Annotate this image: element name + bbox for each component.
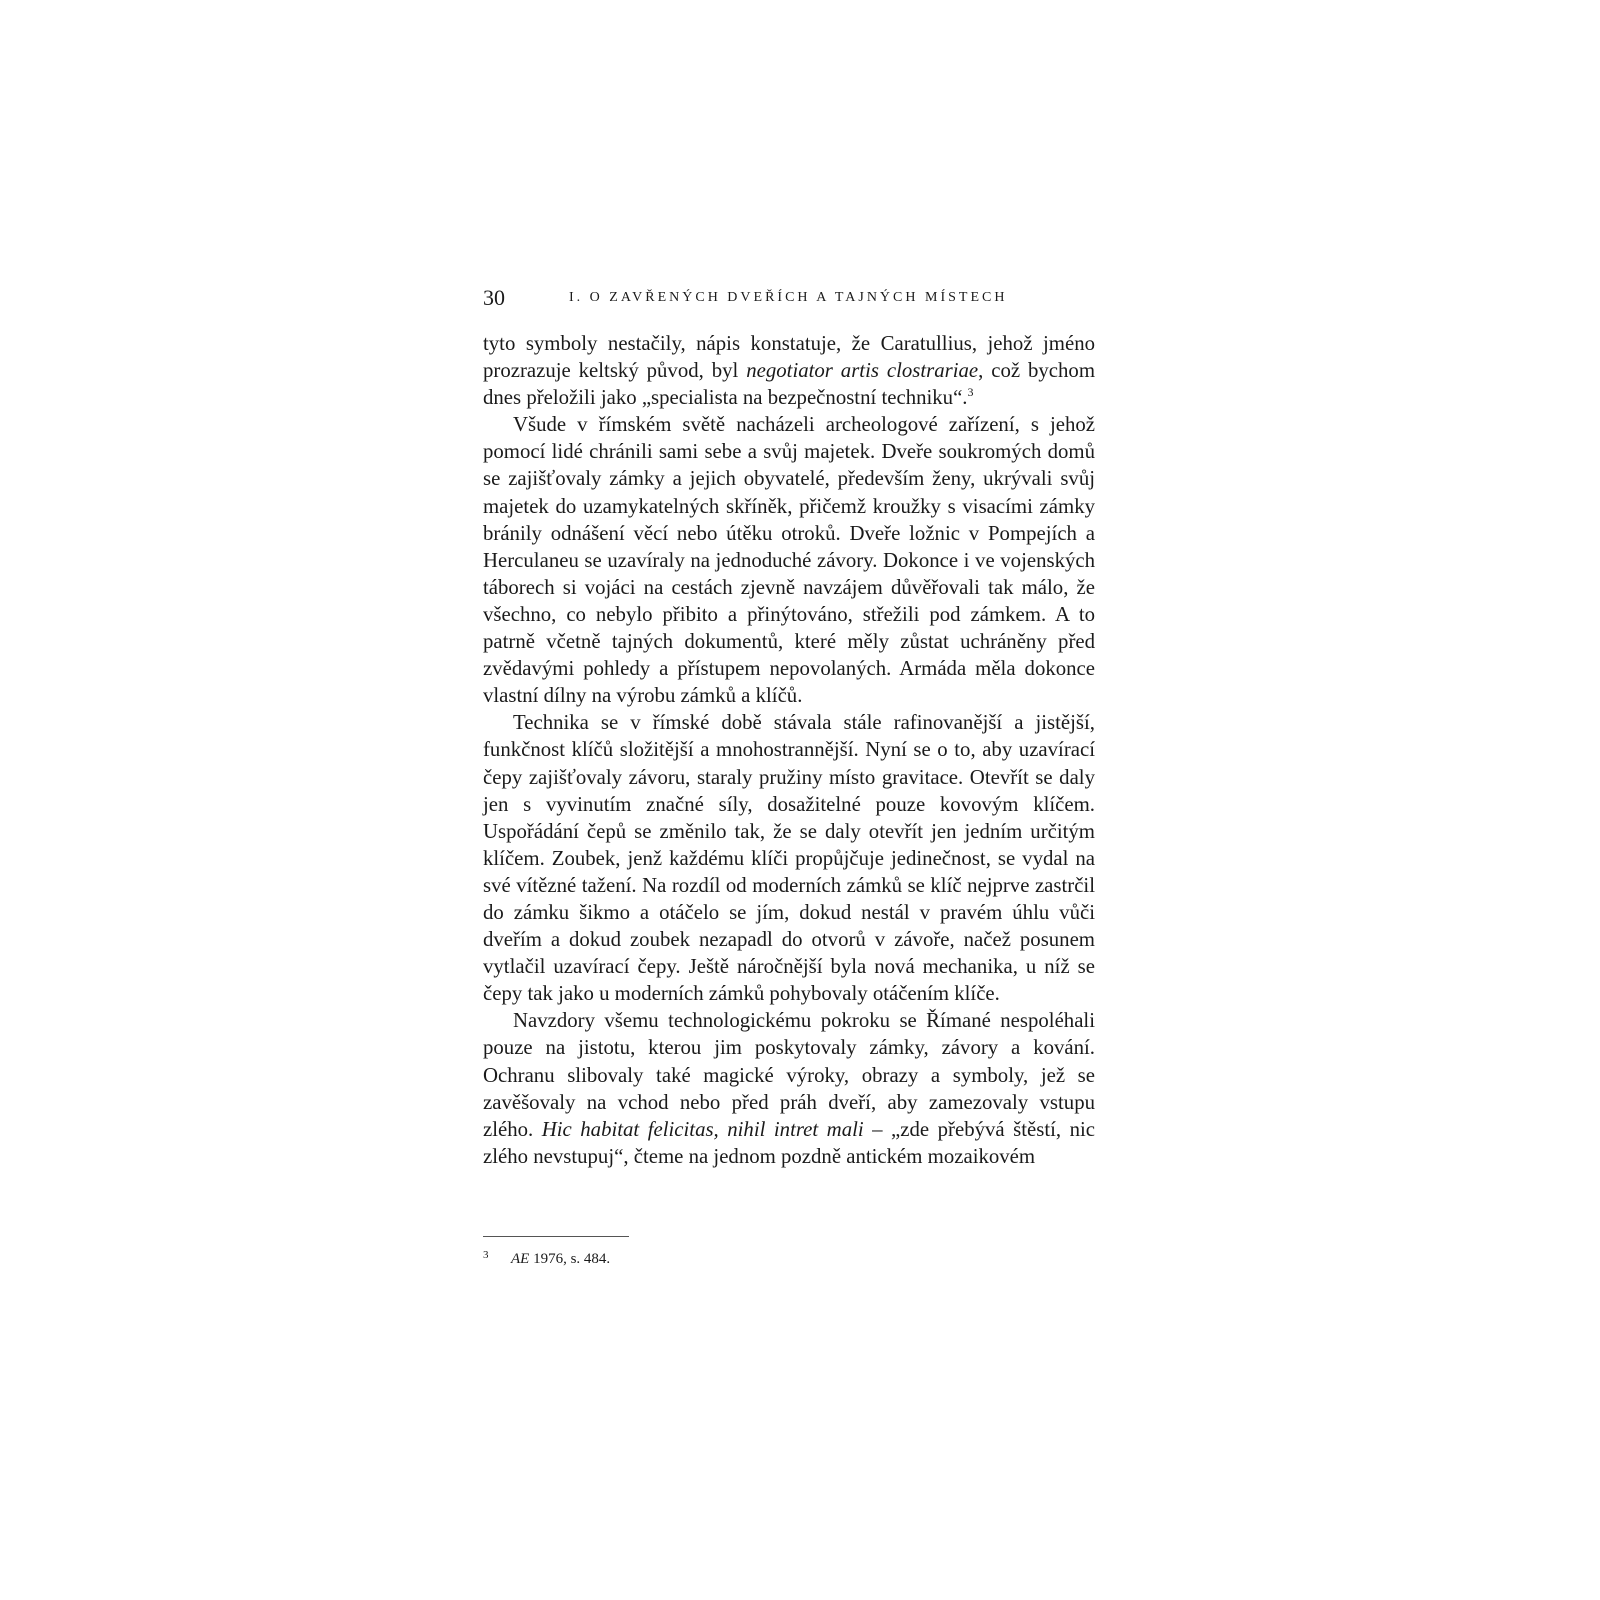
body-text <box>483 330 1095 1170</box>
footnote-reference[interactable]: 3 <box>967 385 974 400</box>
footnote-number: 3 <box>483 1249 489 1261</box>
paragraph-4 <box>483 1007 1095 1170</box>
chapter-title: I. O ZAVŘENÝCH DVEŘÍCH A TAJNÝCH MÍSTECH <box>569 290 1008 305</box>
footnote-text: 1976, s. 484. <box>529 1251 611 1267</box>
paragraph-3: Technika se v římské době stávala stále rafinovanější a jistější, funkčnost klíčů složitější a mnohostrannější. Nyní se o to, aby uzavírací čepy zajišťovaly závoru, staraly pružiny místo gravitace. Otevřít se daly jen s vyvinutím značné síly, dosažitelné pouze kovovým klíčem. Uspořádání čepů se změnilo tak, že se daly otevřít jen jedním určitým klíčem. Zoubek, jenž každému klíči propůjčuje jedinečnost, se vydal na své vítězné tažení. Na rozdíl od moderních zámků se klíč nejprve zastrčil do zámku šikmo a otáčelo se jím, dokud nestál v pravém úhlu vůči dveřím a dokud zoubek nezapadl do otvorů v závoře, načež posunem vytlačil uzavírací čepy. Ještě náročnější byla nová mechanika, u níž se čepy tak jako u moderních zámků pohybovaly otáčením klíče. <box>483 711 1095 1006</box>
paragraph-1 <box>483 330 1095 411</box>
paragraph-1-text-b: , což bychom dnes přeložili jako „specialista na bezpečnostní techniku“. <box>483 359 1096 410</box>
latin-phrase: negotiator artis clostrariae <box>746 359 979 383</box>
paragraph-2: Všude v římském světě nacházeli archeologové zařízení, s jehož pomocí lidé chránili sami sebe a svůj majetek. Dveře soukromých domů se zajišťovaly zámky a jejich obyvatelé, především ženy, ukrývali svůj majetek do uzamykatelných skříněk, přičemž kroužky s visacími zámky bránily odnášení věcí nebo útěku otroků. Dveře ložnic v Pompejích a Herculaneu se uzavíraly na jednoduché závory. Dokonce i ve vojenských táborech si vojáci na cestách zjevně navzájem důvěřovali tak málo, že všechno, co nebylo přibito a přinýtováno, střežili pod zámkem. A to patrně včetně tajných dokumentů, které měly zůstat uchráněny před zvědavými pohledy a přístupem nepovolaných. Armáda měla dokonce vlastní dílny na výrobu zámků a klíčů. <box>483 413 1095 708</box>
footnote-divider <box>483 1236 629 1237</box>
paragraph-4-text-b: – „zde přebývá štěstí, nic zlého nevstupuj“, čteme na jednom pozdně antickém mozaikovém <box>483 1117 1095 1168</box>
latin-inscription: Hic habitat felicitas, nihil intret mali <box>541 1117 864 1141</box>
footnote <box>483 1244 610 1270</box>
footnote-abbreviation: AE <box>511 1251 530 1267</box>
page-number: 30 <box>483 285 505 310</box>
paragraph-4-text-a: Navzdory všemu technologickému pokroku se Římané nespoléhali pouze na jistotu, kterou jim poskytovaly zámky, závory a kování. Ochranu slibovaly také magické výroky, obrazy a symboly, jež se zavěšovaly na vchod nebo před práh dveří, aby zamezovaly vstupu zlého. <box>483 1009 1095 1141</box>
running-head <box>483 283 1095 313</box>
book-page <box>483 0 1095 1600</box>
paragraph-1-text-a: tyto symboly nestačily, nápis konstatuje, že Caratullius, jehož jméno prozrazuje keltský původ, byl <box>483 332 1095 383</box>
